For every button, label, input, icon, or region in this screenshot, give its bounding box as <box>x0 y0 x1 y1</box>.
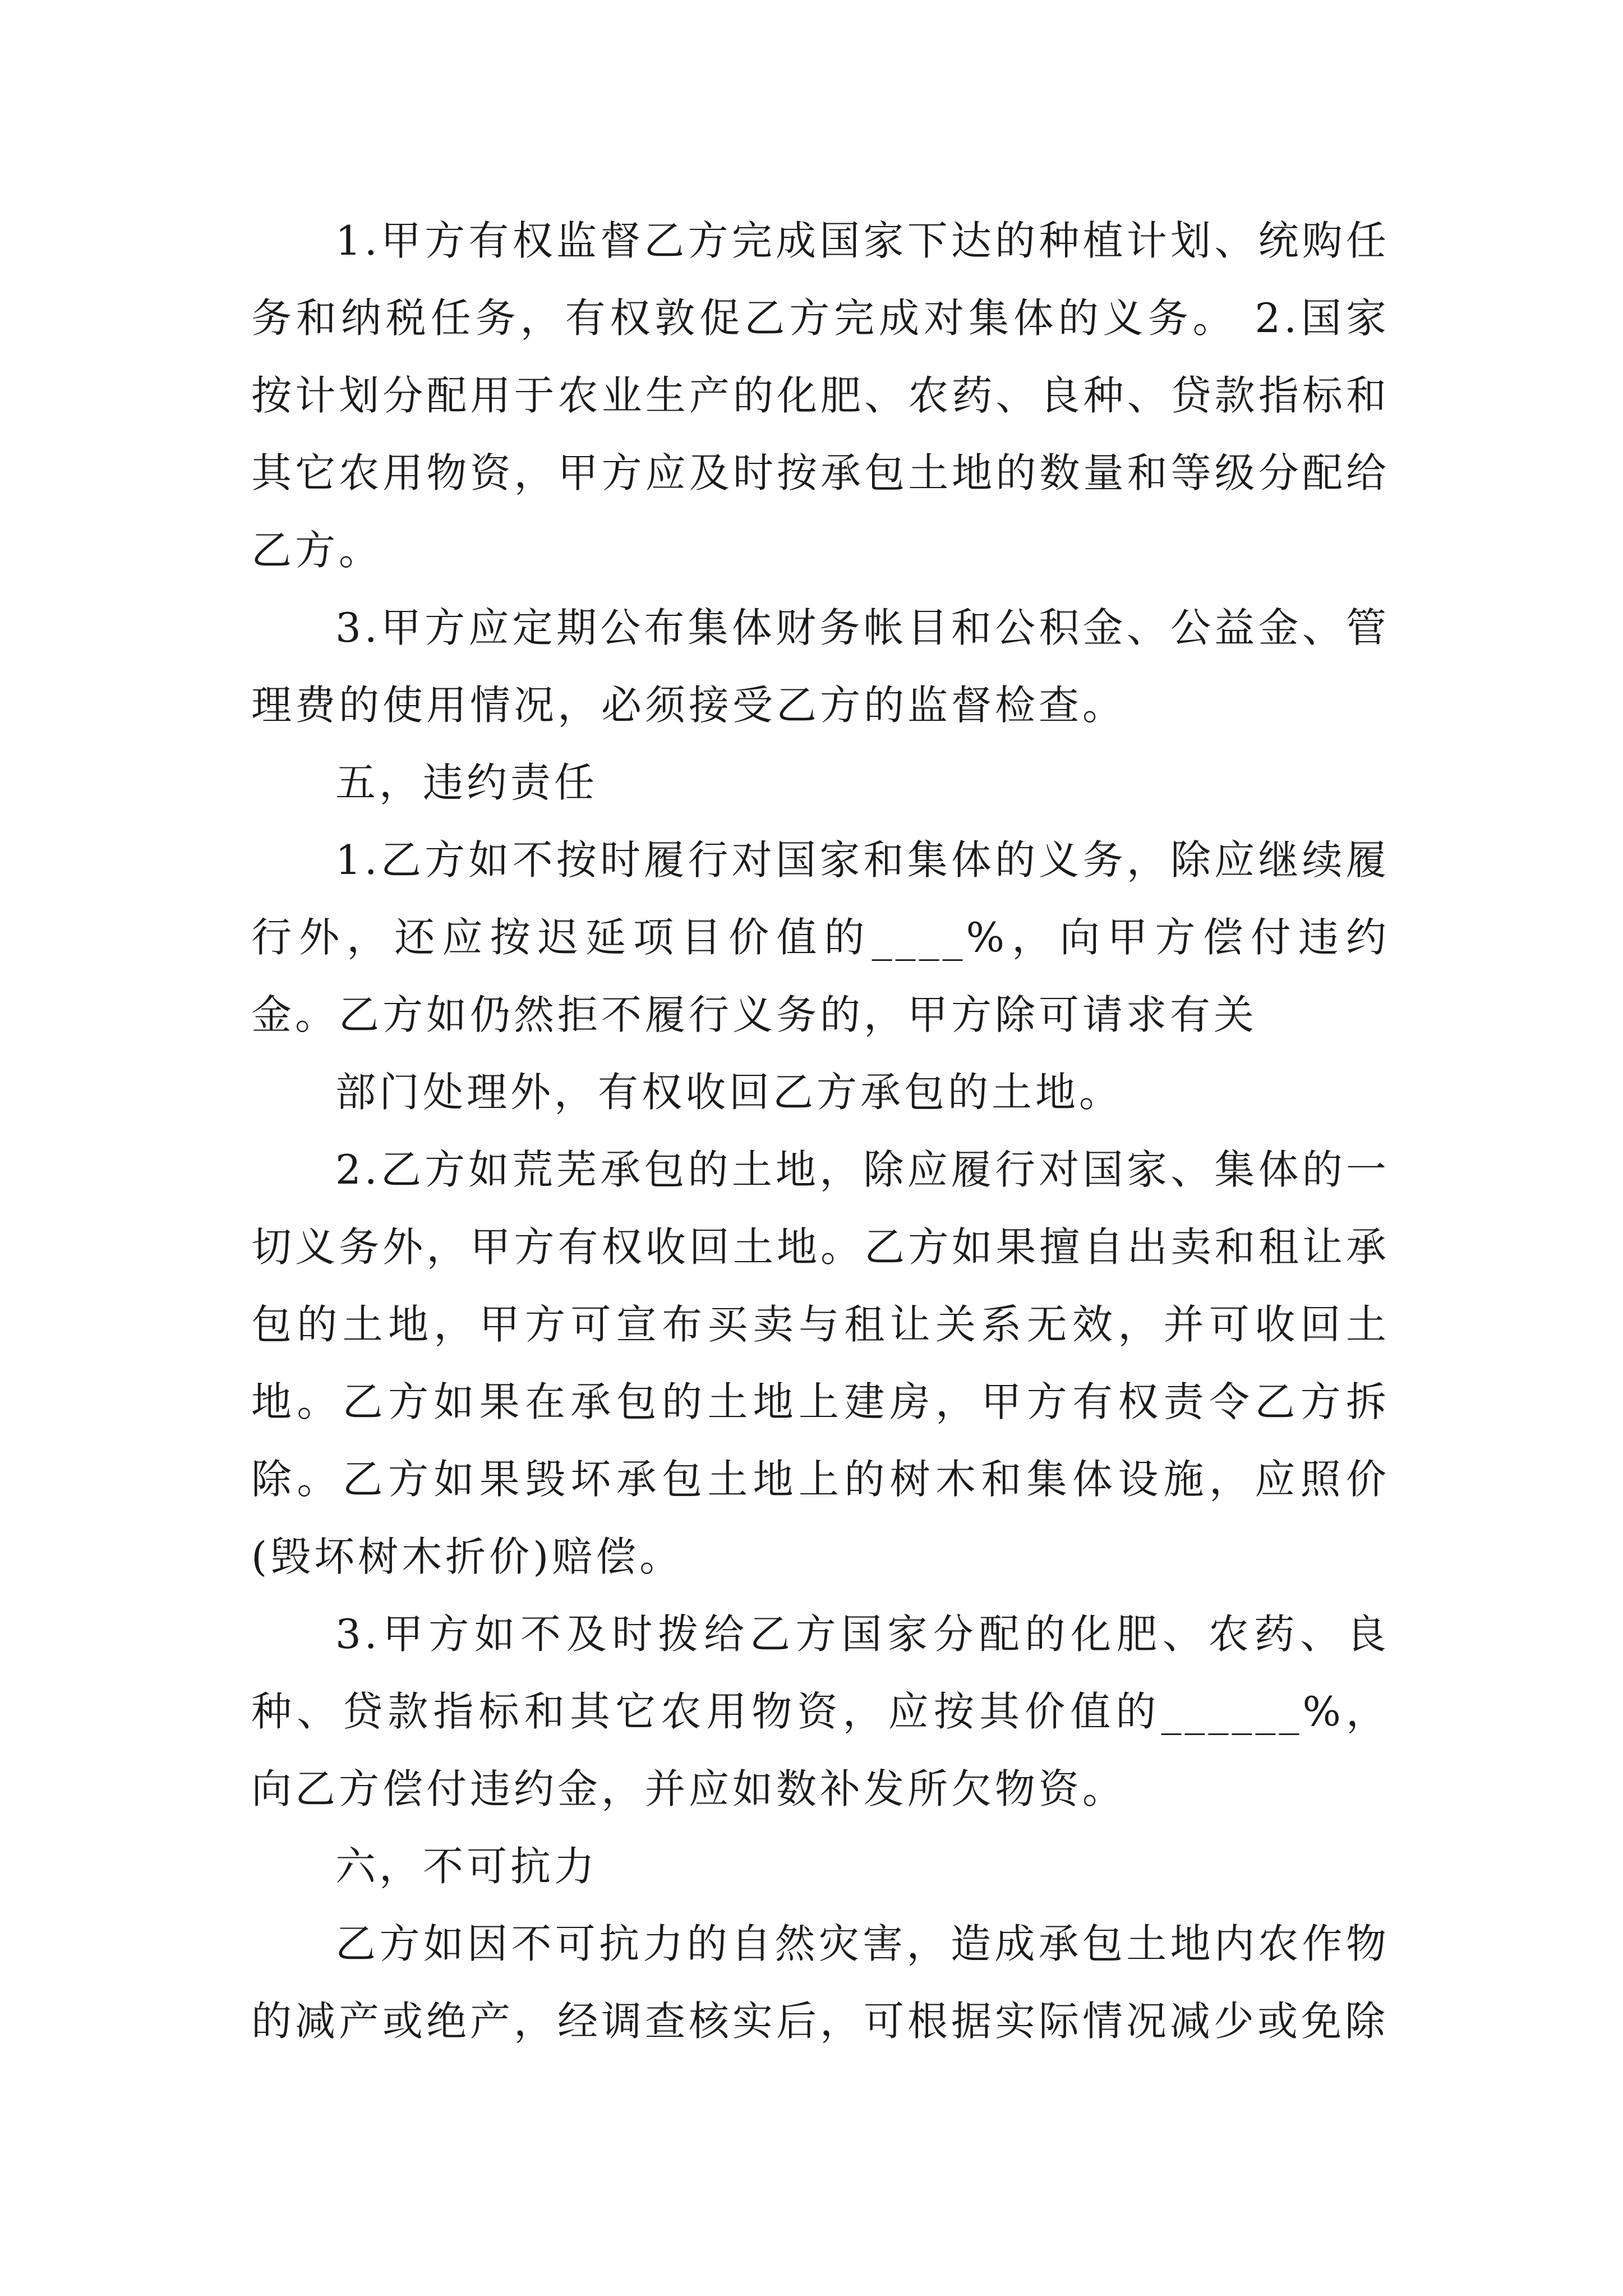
section-heading-force-majeure: 六，不可抗力 <box>335 1843 598 1890</box>
paragraph-breach-1-cont: 部门处理外，有权收回乙方承包的土地。 <box>335 1069 1123 1116</box>
paragraph-breach-3: 3.甲方如不及时拨给乙方国家分配的化肥、农药、良种、贷款指标和其它农用物资，应按其价值的______%，向乙方偿付违约金，并应如数补发所欠物资。 <box>251 1611 1390 1812</box>
paragraph-breach-2: 2.乙方如荒芜承包的土地，除应履行对国家、集体的一切义务外，甲方有权收回土地。乙方如果擅自出卖和租让承包的土地，甲方可宣布买卖与租让关系无效，并可收回土地。乙方如果在承包的土地上建房，甲方有权责令乙方拆除。乙方如果毁坏承包土地上的树木和集体设施，应照价(毁坏树木折价)赔偿。 <box>251 1146 1390 1580</box>
paragraph-force-majeure: 乙方如因不可抗力的自然灾害，造成承包土地内农作物的减产或绝产，经调查核实后，可根据实际情况减少或免除 <box>251 1920 1390 2045</box>
section-heading-breach: 五，违约责任 <box>335 759 598 806</box>
document-body <box>251 202 1390 2060</box>
paragraph-party-a-rights: 1.甲方有权监督乙方完成国家下达的种植计划、统购任务和纳税任务，有权敦促乙方完成对集体的义务。 2.国家按计划分配用于农业生产的化肥、农药、良种、贷款指标和其它农用物资，甲方应及时按承包土地的数量和等级分配给乙方。 <box>251 217 1390 574</box>
paragraph-breach-1: 1.乙方如不按时履行对国家和集体的义务，除应继续履行外，还应按迟延项目价值的____%，向甲方偿付违约金。乙方如仍然拒不履行义务的，甲方除可请求有关 <box>251 836 1390 1038</box>
paragraph-party-a-finance: 3.甲方应定期公布集体财务帐目和公积金、公益金、管理费的使用情况，必须接受乙方的监督检查。 <box>251 604 1390 729</box>
